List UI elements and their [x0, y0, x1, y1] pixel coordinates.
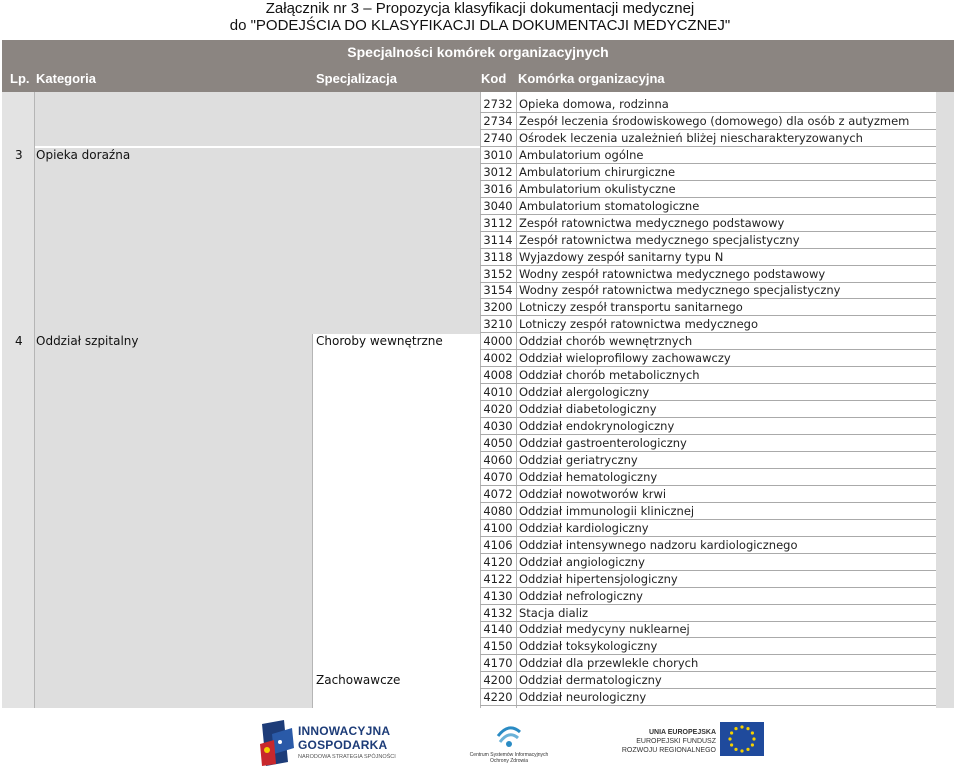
- row-komorka: Oddział geriatryczny: [519, 453, 638, 467]
- row-komorka: Oddział dla przewlekle chorych: [519, 656, 699, 670]
- table-row: [2, 571, 954, 588]
- row-komorka: Oddział intensywnego nadzoru kardiologicznego: [519, 538, 798, 552]
- table-row: [2, 588, 954, 605]
- row-komorka: Opieka domowa, rodzinna: [519, 97, 669, 111]
- row-komorka: Oddział alergologiczny: [519, 385, 650, 399]
- eu-logo-text-3: ROZWOJU REGIONALNEGO: [621, 747, 716, 754]
- ig-logo-text-3: NARODOWA STRATEGIA SPÓJNOŚCI: [298, 754, 396, 760]
- table-row: [2, 655, 954, 672]
- eu-fund-logo: [614, 716, 764, 768]
- csioz-logo: [462, 722, 556, 766]
- document-header: [0, 0, 960, 34]
- table-row: [2, 605, 954, 622]
- table-row: [2, 113, 954, 130]
- ig-logo-text-2: GOSPODARKA: [298, 738, 388, 752]
- row-kod: 3010: [483, 148, 513, 162]
- table-row: [2, 537, 954, 554]
- table-row: [2, 130, 954, 147]
- table-row: [2, 316, 954, 333]
- row-komorka: Oddział gastroenterologiczny: [519, 436, 687, 450]
- row-komorka: Ośrodek leczenia uzależnień bliżej niescharakteryzowanych: [519, 131, 863, 145]
- row-kod: 4050: [483, 436, 513, 450]
- footer-logos: [0, 708, 960, 772]
- table-row: [2, 554, 954, 571]
- row-komorka: Oddział nefrologiczny: [519, 589, 643, 603]
- row-kategoria: Oddział szpitalny: [36, 334, 139, 348]
- table-row: [2, 181, 954, 198]
- row-kod: 3118: [483, 250, 513, 264]
- table-row: [2, 333, 954, 350]
- table-row: [2, 164, 954, 181]
- innowacyjna-gospodarka-logo: [258, 716, 418, 768]
- row-komorka: Wodny zespół ratownictwa medycznego podstawowy: [519, 267, 826, 281]
- row-kategoria: Opieka doraźna: [36, 148, 131, 162]
- row-komorka: Oddział hematologiczny: [519, 470, 658, 484]
- eu-logo-text-2: EUROPEJSKI FUNDUSZ: [636, 738, 716, 745]
- row-kod: 4170: [483, 656, 513, 670]
- csioz-emblem-icon: [494, 722, 524, 748]
- row-kod: 4120: [483, 555, 513, 569]
- row-kod: 4008: [483, 368, 513, 382]
- column-header-kod: Kod: [481, 71, 507, 86]
- table-column-headers: [2, 65, 954, 92]
- row-komorka: Ambulatorium ogólne: [519, 148, 644, 162]
- table-row: [2, 96, 954, 113]
- table-row: [2, 418, 954, 435]
- row-komorka: Oddział endokrynologiczny: [519, 419, 675, 433]
- row-kod: 4060: [483, 453, 513, 467]
- table-row: [2, 469, 954, 486]
- row-komorka: Wodny zespół ratownictwa medycznego specjalistyczny: [519, 283, 841, 297]
- row-komorka: Zespół ratownictwa medycznego specjalistyczny: [519, 233, 800, 247]
- row-kod: 2740: [483, 131, 513, 145]
- row-kod: 4070: [483, 470, 513, 484]
- row-kod: 4130: [483, 589, 513, 603]
- column-header-lp: Lp.: [10, 71, 30, 86]
- row-kod: 4100: [483, 521, 513, 535]
- row-komorka: Oddział chorób wewnętrznych: [519, 334, 693, 348]
- column-header-specjalizacja: Specjalizacja: [316, 71, 397, 86]
- row-komorka: Oddział neurologiczny: [519, 690, 647, 704]
- row-kod: 4132: [483, 606, 513, 620]
- row-kod: 4140: [483, 622, 513, 636]
- table-row: [2, 621, 954, 638]
- row-komorka: Lotniczy zespół transportu sanitarnego: [519, 300, 743, 314]
- row-komorka: Oddział nowotworów krwi: [519, 487, 667, 501]
- row-kod: 4002: [483, 351, 513, 365]
- row-lp: 3: [15, 148, 23, 162]
- row-kod: 4020: [483, 402, 513, 416]
- row-komorka: Oddział wieloprofilowy zachowawczy: [519, 351, 731, 365]
- row-kod: 3210: [483, 317, 513, 331]
- row-kod: 4072: [483, 487, 513, 501]
- row-komorka: Zespół ratownictwa medycznego podstawowy: [519, 216, 785, 230]
- eu-logo-text: [616, 728, 716, 755]
- row-komorka: Oddział medycyny nuklearnej: [519, 622, 690, 636]
- row-komorka: Stacja dializ: [519, 606, 589, 620]
- document-title-line2: do "PODEJŚCIA DO KLASYFIKACJI DLA DOKUMENTACJI MEDYCZNEJ": [229, 17, 731, 34]
- row-kod: 3112: [483, 216, 513, 230]
- row-separator: [480, 705, 936, 706]
- row-komorka: Oddział diabetologiczny: [519, 402, 657, 416]
- row-kod: 4122: [483, 572, 513, 586]
- table-row: [2, 503, 954, 520]
- row-specjalizacja: Choroby wewnętrzne: [316, 334, 443, 348]
- table-row: [2, 638, 954, 655]
- table-row: [2, 266, 954, 283]
- table-row: [2, 367, 954, 384]
- csioz-logo-text: Centrum Systemów Informacyjnych Ochrony Zdrowia: [469, 752, 549, 764]
- row-komorka: Oddział toksykologiczny: [519, 639, 658, 653]
- table-row: [2, 282, 954, 299]
- table-row: [2, 672, 954, 689]
- row-kod: 4200: [483, 673, 513, 687]
- row-kod: 4150: [483, 639, 513, 653]
- table-row: [2, 215, 954, 232]
- column-header-kategoria: Kategoria: [36, 71, 96, 86]
- row-komorka: Wyjazdowy zespół sanitarny typu N: [519, 250, 724, 264]
- row-komorka: Zespół leczenia środowiskowego (domowego) dla osób z autyzmem: [519, 114, 910, 128]
- table-row: [2, 350, 954, 367]
- table-row: [2, 147, 954, 164]
- row-kod: 2732: [483, 97, 513, 111]
- row-specjalizacja: Zachowawcze: [316, 673, 401, 687]
- row-kod: 4106: [483, 538, 513, 552]
- row-kod: 3040: [483, 199, 513, 213]
- table-row: [2, 232, 954, 249]
- table-row: [2, 520, 954, 537]
- row-komorka: Oddział immunologii klinicznej: [519, 504, 695, 518]
- ig-logo-text-1: INNOWACYJNA: [298, 724, 391, 738]
- ig-emblem-icon: [258, 718, 296, 768]
- row-komorka: Oddział kardiologiczny: [519, 521, 649, 535]
- row-kod: 3154: [483, 283, 513, 297]
- classification-table: [2, 92, 954, 708]
- table-row: [2, 384, 954, 401]
- row-komorka: Oddział angiologiczny: [519, 555, 645, 569]
- row-kod: 3200: [483, 300, 513, 314]
- eu-logo-text-1: UNIA EUROPEJSKA: [648, 729, 716, 736]
- eu-flag-icon: [720, 722, 764, 756]
- row-komorka: Ambulatorium okulistyczne: [519, 182, 676, 196]
- table-row: [2, 299, 954, 316]
- column-header-komorka: Komórka organizacyjna: [518, 71, 665, 86]
- table-row: [2, 249, 954, 266]
- table-row: [2, 401, 954, 418]
- row-kod: 4000: [483, 334, 513, 348]
- row-kod: 3114: [483, 233, 513, 247]
- row-kod: 2734: [483, 114, 513, 128]
- row-kod: 4080: [483, 504, 513, 518]
- row-komorka: Ambulatorium stomatologiczne: [519, 199, 700, 213]
- row-kod: 4010: [483, 385, 513, 399]
- table-row: [2, 689, 954, 706]
- table-row: [2, 198, 954, 215]
- document-title-line1: Załącznik nr 3 – Propozycja klasyfikacji dokumentacji medycznej: [265, 0, 695, 17]
- row-lp: 4: [15, 334, 23, 348]
- row-komorka: Lotniczy zespół ratownictwa medycznego: [519, 317, 759, 331]
- row-kod: 3012: [483, 165, 513, 179]
- table-row: [2, 486, 954, 503]
- table-row: [2, 452, 954, 469]
- row-komorka: Oddział dermatologiczny: [519, 673, 662, 687]
- row-kod: 3152: [483, 267, 513, 281]
- row-komorka: Ambulatorium chirurgiczne: [519, 165, 676, 179]
- table-title: Specjalności komórek organizacyjnych: [2, 40, 954, 65]
- row-komorka: Oddział chorób metabolicznych: [519, 368, 700, 382]
- table-row: [2, 435, 954, 452]
- row-kod: 3016: [483, 182, 513, 196]
- row-kod: 4220: [483, 690, 513, 704]
- row-kod: 4030: [483, 419, 513, 433]
- row-komorka: Oddział hipertensjologiczny: [519, 572, 678, 586]
